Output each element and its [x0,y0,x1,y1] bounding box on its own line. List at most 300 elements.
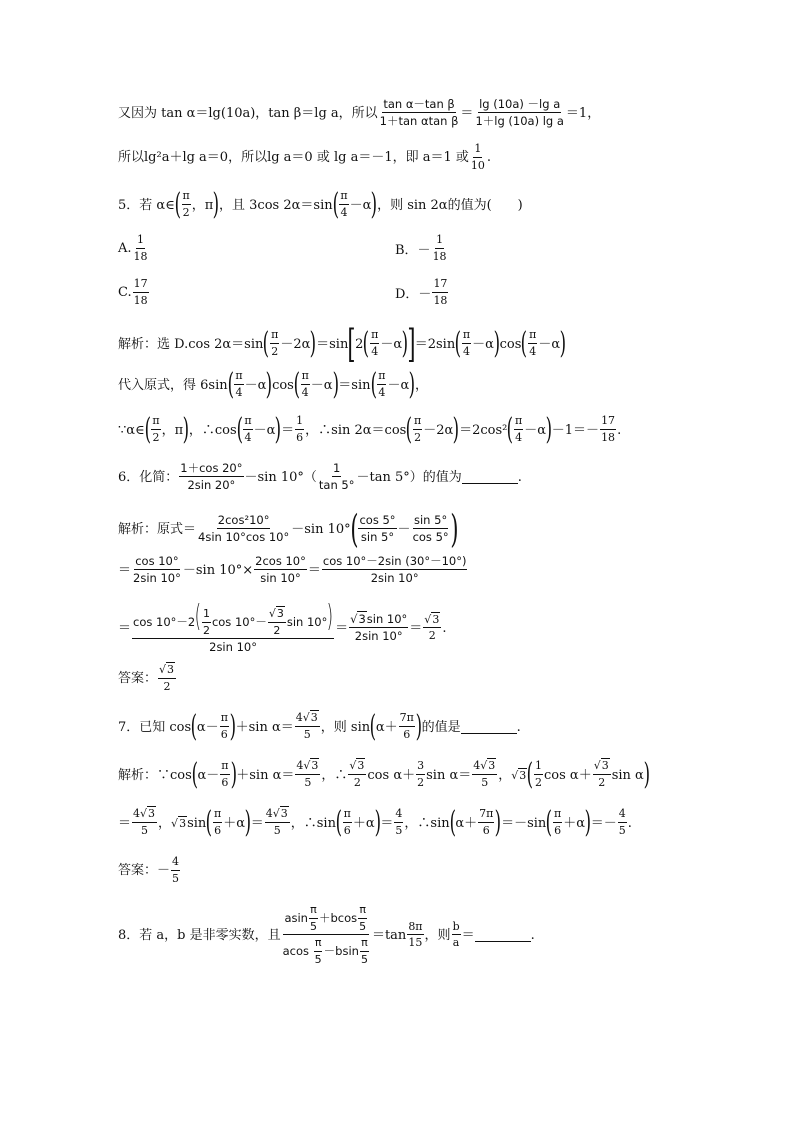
answer-blank[interactable] [461,720,517,734]
math-text: 17 [600,415,616,430]
question-7-stem [118,709,521,744]
question-5-solution-2 [118,367,428,402]
math-text: ，∴sin [290,815,336,831]
math-text: ＋sin α＝ [235,719,294,735]
math-text: ( [370,367,377,402]
math-text: 2 [182,206,190,219]
math-text: 6 [403,728,411,741]
question-6-solution-2 [118,555,468,585]
math-text: ) [584,805,592,840]
math-text: 的值是 [421,719,461,735]
fraction [358,514,396,544]
math-text: ＝ [460,105,474,121]
math-text: ＋α [563,815,586,831]
fraction [472,760,497,789]
math-text: ，则 sin [320,719,371,735]
math-text: －sin 10°（ [244,469,317,485]
math-text: －α [349,197,372,213]
math-text: ) [230,757,237,792]
math-text: α＋ [375,719,398,735]
math-text: 解析：选 D.cos 2α＝sin [118,336,264,352]
math-text: sin 5° [360,530,395,544]
math-text: √3 [272,807,288,821]
math-text: 答案：－ [118,863,171,879]
math-text: ， [498,767,512,783]
math-text: √3 [593,760,611,775]
math-text: 4 [463,345,471,358]
math-text: 2 [428,629,436,643]
math-text: ) [408,367,416,402]
math-text [282,935,371,966]
math-text: sin 10° [286,615,328,629]
math-text: ，∴cos [188,422,237,438]
math-text [349,613,408,628]
fraction [360,937,369,966]
answer-blank[interactable] [462,470,518,484]
math-text: [ [347,322,356,366]
math-text: cos [499,336,522,352]
math-text: C. [118,285,132,301]
math-text: 2 [355,336,364,352]
math-text: π [370,329,379,344]
math-text: ( [363,326,370,361]
math-text: 2 [598,776,606,789]
option-c[interactable] [118,278,150,307]
math-text: sin 10° [366,611,408,626]
fraction [452,921,461,950]
fraction [158,664,176,693]
math-text [295,712,320,727]
math-text [118,278,150,307]
math-text: 2 [202,623,210,637]
fraction [407,921,423,950]
math-text: ＝－sin [501,815,547,831]
fraction [394,808,403,837]
math-text: ( [545,805,553,840]
math-text: π [213,808,222,823]
fraction [339,190,348,219]
math-text [118,98,600,128]
math-text: α－ [197,767,220,783]
math-text: 4 [340,206,348,219]
math-text: 1 [202,608,211,623]
math-text: 7π [478,808,494,823]
math-text: ＝2sin [414,336,456,352]
math-text: B．－ [395,243,431,259]
option-b[interactable] [395,234,449,263]
math-text: 18 [432,249,447,263]
math-text: ＝ [409,620,423,636]
math-text: 5 [314,952,322,966]
fraction [182,190,191,219]
prev-solution-line-2 [118,143,491,172]
math-text: π [377,370,386,385]
math-text: ( [349,507,359,551]
math-text [395,278,449,307]
math-text: －sin 10°× [182,562,254,578]
math-text: －α [244,377,267,393]
math-text: ) [415,709,422,744]
math-text: sin α＝ [426,767,472,783]
math-text: 4 [171,856,180,871]
fraction [133,234,149,263]
math-text: 1 [136,234,145,249]
math-text [132,808,157,823]
math-text: ＝ [118,562,132,578]
math-text: √3 [158,664,176,679]
math-text: π [151,415,160,430]
math-text: ) [244,805,252,840]
fraction [309,904,318,933]
math-text: ＝ [461,927,475,943]
math-text: 2 [271,345,279,358]
math-text: ) [370,187,378,222]
question-5-solution-3 [118,412,622,447]
option-a[interactable] [118,234,150,263]
math-text: ( [369,709,377,744]
math-text [118,856,181,885]
math-text: √3 [511,768,527,782]
math-text: 6 [554,824,562,837]
math-text: 1 [473,143,482,158]
fraction [343,808,352,837]
fraction [179,462,243,492]
fraction [133,278,149,307]
math-text: ) [374,805,381,840]
fraction [423,614,441,643]
fraction [268,608,286,637]
math-text: ) [310,326,317,361]
math-text: 6 [221,776,229,789]
fraction [600,415,616,444]
math-text: ( [194,599,202,634]
math-text: α－ [196,719,219,735]
math-text: . [486,150,492,166]
fraction [295,415,304,444]
math-text: ， [414,377,428,393]
fraction [318,462,356,492]
math-text: ( [263,326,270,361]
fraction [416,760,425,789]
math-text: 4 [295,711,303,725]
question-8-stem [118,904,535,967]
math-text: 1＋cos 20° [179,462,243,477]
math-text: a [452,936,460,950]
math-text: 4 [529,345,537,358]
math-text: ) [545,412,553,447]
math-text: cos 10°－2 [133,615,196,629]
option-d[interactable] [395,278,449,307]
fraction [349,613,408,643]
math-text: 4 [515,431,523,444]
math-text: π [528,329,537,344]
math-text: ( [293,367,300,402]
math-text: 4 [265,807,273,821]
math-text: 1＋lg (10a) lg a [475,114,564,129]
math-text: 4 [235,386,243,399]
math-text [118,664,177,693]
fraction [348,760,366,789]
math-text: 5 [141,824,149,837]
fraction [301,370,310,399]
math-text: 4 [473,759,481,773]
math-text: 5 [309,919,317,933]
math-text: －2α [280,336,311,352]
fraction [370,329,379,358]
math-text: 解析：原式＝ [118,521,197,537]
math-text: 18 [601,431,616,444]
math-text: 6．化简： [118,469,179,485]
math-text: －α [538,336,561,352]
math-text: ( [236,412,243,447]
fraction [514,415,523,444]
math-text: 3 [416,760,425,775]
math-text: 6 [482,824,490,837]
math-text: －2α [423,422,454,438]
math-text: 2 [535,776,542,789]
math-text: ) [452,412,460,447]
math-text: acos [282,944,313,959]
fraction [413,415,422,444]
prev-solution-line-1 [118,98,600,128]
text: 又因为 tan α＝lg(10a)，tan β＝lg a，所以 [118,105,378,121]
math-text: π [514,415,523,430]
math-text: π [301,370,310,385]
math-text: 18 [133,293,148,307]
math-text: 6 [214,824,222,837]
math-text: ( [449,805,456,840]
math-text: ，则 sin 2α的值为( ) [377,197,523,213]
math-text [118,234,150,263]
math-text: 2 [273,623,281,637]
math-text: ( [332,187,339,222]
math-text: ) [327,599,334,634]
math-text: cos α＋ [544,767,592,783]
question-7-solution-2 [118,805,632,840]
math-text: cos 10°－2sin (30°－10°) [322,555,468,570]
math-text: √3 [423,614,441,629]
math-text: 所以lg²a＋lg a＝0，所以lg a＝0 或 lg a＝－1，即 a＝1 或 [118,150,469,166]
fraction [132,599,334,655]
math-text: π [553,808,562,823]
math-text: π [358,904,367,919]
math-text: －α [524,422,547,438]
math-text: ＝ [380,815,394,831]
math-text: tan 5° [318,478,355,493]
math-text: 2sin 10° [354,629,403,644]
math-text: ＝sin [316,336,349,352]
math-text: cos [272,377,294,393]
math-text: π [270,329,279,344]
math-text: . [517,469,522,485]
math-text: . [627,815,632,831]
question-6-stem [118,462,522,492]
fraction [197,514,290,544]
math-text: ，则 [424,927,451,943]
math-text: 解析：∵cos [118,767,192,783]
math-text: ＝ [307,562,321,578]
math-text: －α [253,422,276,438]
math-text: 2cos 10° [254,555,307,570]
math-text: ) [275,412,282,447]
fraction [213,808,222,837]
math-text: ( [454,326,462,361]
math-text: ＝ [118,815,132,831]
math-text: sin α [611,767,644,783]
math-text: 4 [394,808,403,823]
question-6-solution-3 [118,599,447,655]
math-text: π [339,190,348,205]
math-text: 2sin 10° [133,571,181,586]
math-text: ] [407,322,416,366]
math-text: b [452,921,461,936]
math-text: ＝ [335,620,349,636]
math-text: 1 [332,462,341,477]
fraction [399,712,415,741]
fraction [478,808,494,837]
math-text: π [243,415,252,430]
math-text: ，π [161,422,184,438]
math-text: 6 [296,431,304,444]
math-text: 代入原式，得 6sin [118,377,228,393]
math-text: 1 [435,234,444,249]
fraction [593,760,611,789]
math-text: 4 [296,759,304,773]
math-text: 18 [133,249,148,263]
math-text: －α [310,377,333,393]
question-5-stem [118,187,523,222]
math-text: sin 10° [260,571,301,586]
math-text: ＋bcos [318,911,358,926]
fraction [432,278,448,307]
math-text: π [360,937,369,952]
math-text: ( [205,805,213,840]
math-text: D．－ [395,287,432,303]
fraction [553,808,562,837]
question-6-answer [118,664,177,693]
math-text: 5 [172,871,180,885]
math-text: √3 [348,760,366,775]
math-text: π [343,808,352,823]
math-text: 5 [360,952,368,966]
math-text: －1＝－ [551,422,600,438]
math-text: ＝sin [338,377,371,393]
math-text: 5 [273,824,281,837]
math-text: 4 [371,345,379,358]
math-text: －sin 10° [291,521,351,537]
math-text: π [220,760,229,775]
math-text: ＝ [118,620,132,636]
math-text: －tan 5°）的值为 [356,469,462,485]
math-text: 2 [163,679,171,693]
math-text: ) [332,367,339,402]
math-text: √3 [303,759,319,773]
math-text: 4 [301,386,309,399]
math-text: 1＋tan αtan β [379,114,459,129]
math-text: cos 10° [134,555,179,570]
math-text: 2 [152,431,160,444]
math-text [118,599,447,655]
math-text [118,187,523,222]
math-text: 5 [618,824,626,837]
answer-blank[interactable] [475,928,531,942]
math-text: ＝－ [590,815,617,831]
math-text: ，∴sin 2α＝cos [305,422,407,438]
math-text: － [397,521,411,537]
math-text: 5 [359,919,367,933]
math-text: π [314,937,323,952]
math-text: ) [182,412,190,447]
math-text: ( [405,412,413,447]
math-text [118,709,521,744]
math-text: ＝ [250,815,264,831]
fraction [243,415,252,444]
math-text: 5．若 α∈ [118,197,175,213]
math-text: ( [144,412,151,447]
math-text: 5 [304,776,312,789]
math-text: π [234,370,243,385]
math-text: 2sin 20° [187,478,236,493]
math-text: cos 10°－ [211,615,267,629]
fraction [282,904,371,967]
math-text: 5 [481,776,489,789]
math-text: π [309,904,318,919]
math-text: 2cos²10° [217,514,271,529]
math-text [472,760,497,775]
math-text: 8π [407,921,423,936]
math-text: 2 [417,776,425,789]
math-text: 6 [220,728,228,741]
fraction [534,760,543,789]
math-text: A. [118,241,132,257]
math-text [118,412,622,447]
math-text: √3 [140,807,156,821]
math-text: asin [284,911,308,926]
math-text: √3 [268,608,286,623]
math-text: α＋ [455,815,478,831]
math-text: π [462,329,471,344]
math-text: ) [265,367,273,402]
math-text: ) [449,507,459,551]
fraction [377,370,386,399]
math-text [395,234,449,263]
math-text: lg (10a) －lg a [478,98,561,113]
fraction [432,234,448,263]
math-text: . [516,719,521,735]
math-text: ＝1， [565,105,601,121]
math-text [118,904,535,967]
math-text: 6 [343,824,351,837]
math-text: ) [212,187,220,222]
fraction [295,760,320,789]
math-text: cos α＋ [367,767,416,783]
math-text: √3 [480,759,496,773]
math-text: ( [174,187,181,222]
math-text: ) [559,326,567,361]
fraction [474,98,564,128]
math-text [283,904,369,935]
math-text: 4 [244,431,252,444]
math-text: 2sin 10° [370,571,419,586]
math-text: ＝ [281,422,295,438]
math-text: 答案： [118,671,158,687]
math-text: －α [380,336,403,352]
math-text: π [182,190,191,205]
math-text: √3 [302,711,318,725]
math-text: ( [335,805,343,840]
math-text [265,808,290,823]
math-text: 7．已知 cos [118,719,192,735]
